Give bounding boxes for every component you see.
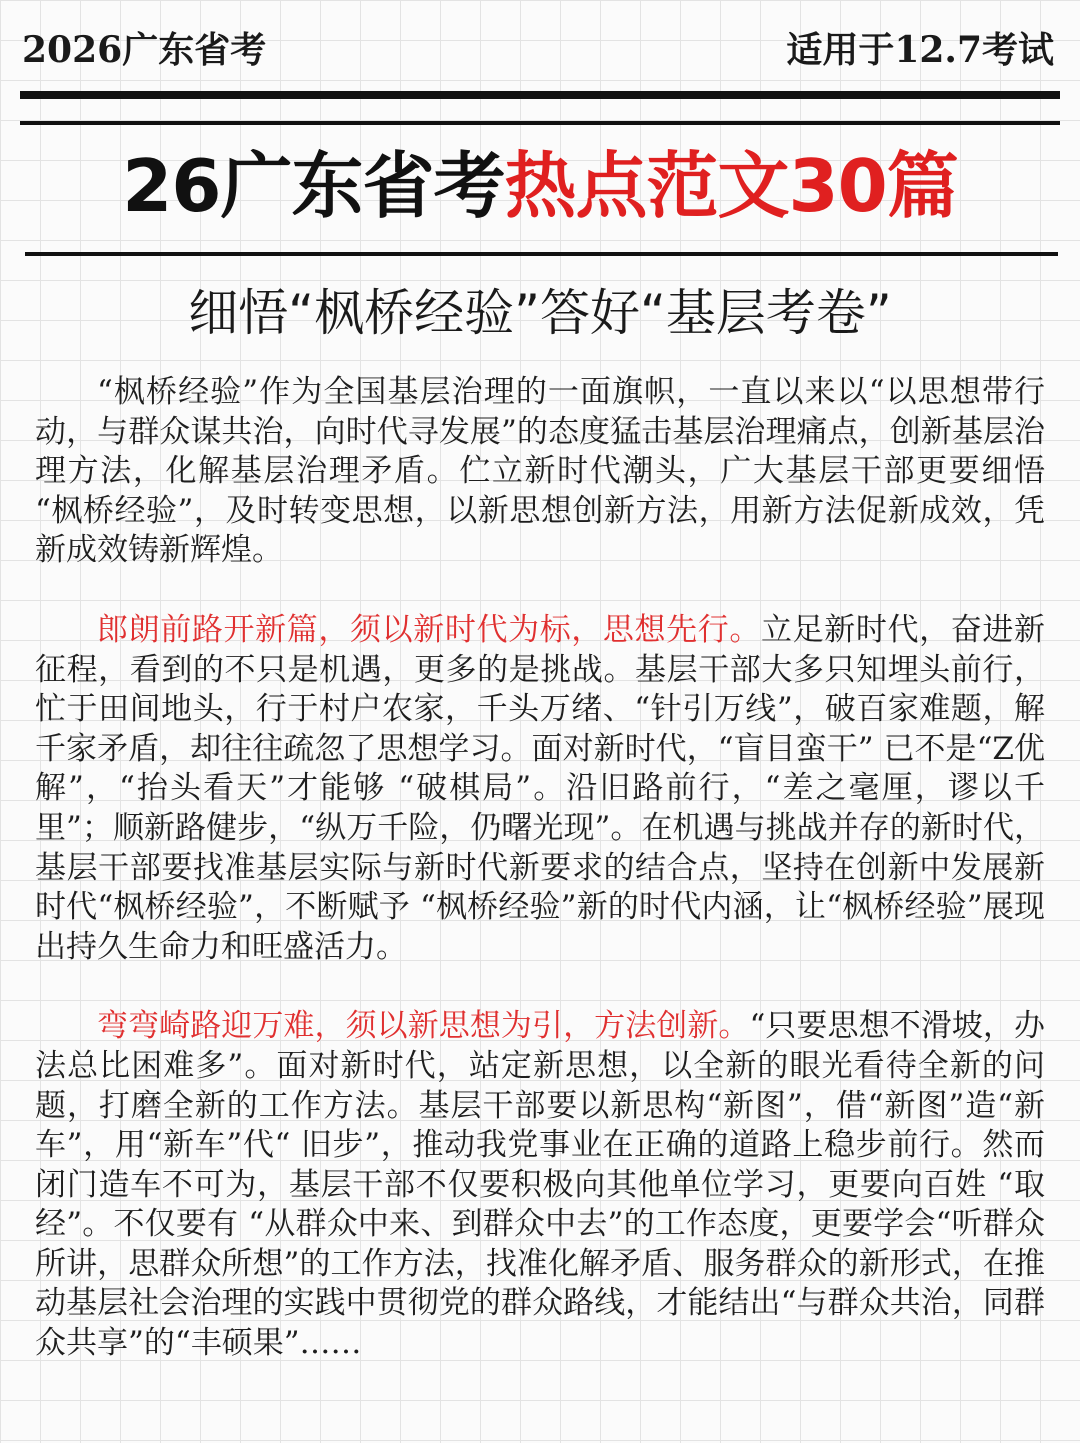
top-thick-divider: [20, 91, 1060, 99]
header-right-label: 适用于12.7考试: [786, 29, 1054, 71]
paragraph-2-lead: 郎朗前路开新篇，须以新时代为标，思想先行。: [97, 611, 762, 648]
main-title: [0, 140, 1080, 232]
header-left-label: 2026广东省考: [22, 29, 267, 71]
paragraph-3: [35, 1007, 1045, 1363]
article-title: 细悟“枫桥经验”答好“基层考卷”: [188, 284, 892, 342]
main-title-black-part: 26广东省考: [122, 144, 505, 228]
paragraph-3-lead: 弯弯崎路迎万难，须以新思想为引，方法创新。: [97, 1008, 750, 1045]
paragraph-3-text: “只要思想不滑坡，办法总比困难多”。面对新时代，站定新思想，以全新的眼光看待全新的问题，打磨全新的工作方法。基层干部要以新思构“新图”，借“新图”造“新车”，用“新车”代“ 旧步”，推动我党事业在正确的道路上稳步前行。然而闭门造车不可为，基层干部不仅要积极向其他单位学习，更要向百姓 “取经”。不仅要有 “从群众中来、到群众中去”的工作态度，更要学会“听群众所讲，思群众所想”的工作方法，找准化解矛盾、服务群众的新形式，在推动基层社会治理的实践中贯彻党的群众路线，才能结出“与群众共治，同群众共享”的“丰硕果”……: [35, 1008, 1045, 1362]
top-thin-divider: [20, 121, 1060, 125]
paragraph-2: [35, 611, 1045, 967]
article-body: [35, 373, 1045, 1404]
main-title-red-part: 热点范文30篇: [504, 144, 958, 228]
paragraph-1-text: “枫桥经验”作为全国基层治理的一面旗帜，一直以来以“以思想带行动，与群众谋共治，向时代寻发展”的态度猛击基层治理痛点，创新基层治理方法，化解基层治理矛盾。伫立新时代潮头，广大基层干部更要细悟 “枫桥经验”，及时转变思想，以新思想创新方法，用新方法促新成效，凭新成效铸新辉煌。: [35, 374, 1045, 569]
paragraph-2-text: 立足新时代，奋进新征程，看到的不只是机遇，更多的是挑战。基层干部大多只知埋头前行，忙于田间地头，行于村户农家，千头万绪、“针引万线”，破百家难题，解千家矛盾，却往往疏忽了思想学习。面对新时代，“盲目蛮干” 已不是“Z优解”，“抬头看天”才能够 “破棋局”。沿旧路前行，“差之毫厘，谬以千里”；顺新路健步，“纵万千险，仍曙光现”。在机遇与挑战并存的新时代，基层干部要找准基层实际与新时代新要求的结合点，坚持在创新中发展新时代“枫桥经验”，不断赋予 “枫桥经验”新的时代内涵，让“枫桥经验”展现出持久生命力和旺盛活力。: [35, 611, 1046, 965]
paragraph-1: [35, 373, 1045, 571]
title-bottom-divider: [25, 252, 1058, 256]
